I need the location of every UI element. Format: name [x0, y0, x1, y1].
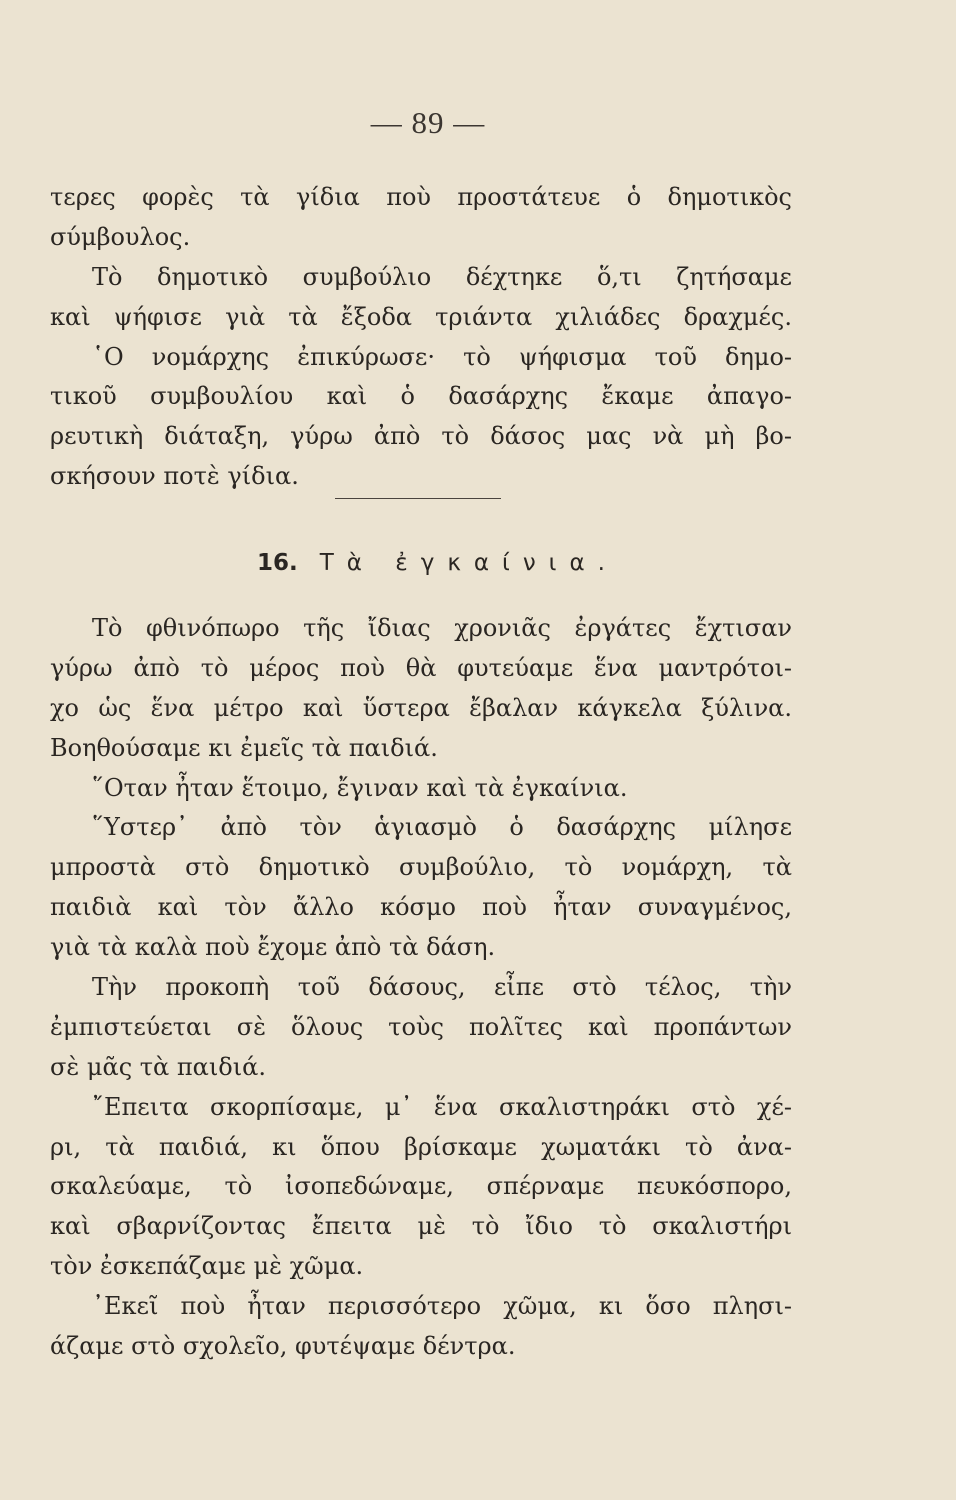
section-number: 16.	[257, 550, 298, 576]
text-line: ῞Υστερ᾽ ἀπὸ τὸν ἁγιασμὸ ὁ δασάρχης μίλησε	[92, 813, 792, 842]
section-title: Τὰ ἐγκαίνια.	[319, 550, 618, 576]
text-block-after-section	[50, 609, 792, 1367]
text-line: καὶ ψήφισε γιὰ τὰ ἔξοδα τριάντα χιλιάδες δραχμές.	[50, 302, 792, 331]
section-heading	[257, 543, 618, 583]
text-line: Τὴν προκοπὴ τοῦ δάσους, εἶπε στὸ τέλος, τὴν	[92, 973, 792, 1002]
text-line: ῾Ο νομάρχης ἐπικύρωσε· τὸ ψήφισμα τοῦ δημο-	[92, 342, 792, 371]
text-line: τὸν ἐσκεπάζαμε μὲ χῶμα.	[50, 1252, 364, 1281]
text-line: Τὸ φθινόπωρο τῆς ἴδιας χρονιᾶς ἐργάτες ἔχτισαν	[92, 614, 792, 642]
text-line: ᾿Εκεῖ ποὺ ἦταν περισσότερο χῶμα, κι ὅσο πλησι-	[92, 1292, 792, 1321]
section-divider	[335, 498, 501, 499]
text-line: μπροστὰ στὸ δημοτικὸ συμβούλιο, τὸ νομάρχη, τὰ	[50, 853, 792, 882]
text-line: Βοηθούσαμε κι ἐμεῖς τὰ παιδιά.	[50, 733, 438, 762]
text-block-before-section	[50, 178, 792, 497]
page-number: — 89 —	[370, 105, 486, 140]
text-line: σκήσουν ποτὲ γίδια.	[50, 462, 299, 491]
text-line: τερες φορὲς τὰ γίδια ποὺ προστάτευε ὁ δημοτικὸς	[50, 183, 792, 211]
text-line: γιὰ τὰ καλὰ ποὺ ἔχομε ἀπὸ τὰ δάση.	[50, 933, 496, 962]
text-line: ῎Επειτα σκορπίσαμε, μ᾽ ἕνα σκαλιστηράκι στὸ χέ-	[92, 1092, 792, 1121]
text-line: τικοῦ συμβουλίου καὶ ὁ δασάρχης ἔκαμε ἀπαγο-	[50, 382, 792, 411]
text-line: σκαλεύαμε, τὸ ἰσοπεδώναμε, σπέρναμε πευκόσπορο,	[50, 1172, 792, 1201]
text-line: σύμβουλος.	[50, 222, 191, 251]
text-line: σὲ μᾶς τὰ παιδιά.	[50, 1052, 266, 1081]
text-line: χο ὡς ἕνα μέτρο καὶ ὕστερα ἔβαλαν κάγκελα ξύλινα.	[50, 693, 792, 722]
text-line: άζαμε στὸ σχολεῖο, φυτέψαμε δέντρα.	[50, 1332, 516, 1361]
text-line: ρι, τὰ παιδιά, κι ὅπου βρίσκαμε χωματάκι τὸ ἀνα-	[50, 1132, 792, 1161]
text-line: ῞Οταν ἦταν ἕτοιμο, ἔγιναν καὶ τὰ ἐγκαίνια.	[92, 773, 628, 802]
text-line: ρευτικὴ διάταξη, γύρω ἀπὸ τὸ δάσος μας νὰ μὴ βο-	[50, 422, 792, 451]
text-line: Τὸ δημοτικὸ συμβούλιο δέχτηκε ὅ,τι ζητήσαμε	[92, 262, 792, 291]
text-line: παιδιὰ καὶ τὸν ἄλλο κόσμο ποὺ ἦταν συναγμένος,	[50, 893, 792, 922]
text-line: ἐμπιστεύεται σὲ ὅλους τοὺς πολῖτες καὶ προπάντων	[50, 1012, 792, 1041]
text-line: γύρω ἀπὸ τὸ μέρος ποὺ θὰ φυτεύαμε ἕνα μαντρότοι-	[50, 653, 792, 682]
text-line: καὶ σβαρνίζοντας ἔπειτα μὲ τὸ ἴδιο τὸ σκαλιστήρι	[50, 1212, 792, 1241]
